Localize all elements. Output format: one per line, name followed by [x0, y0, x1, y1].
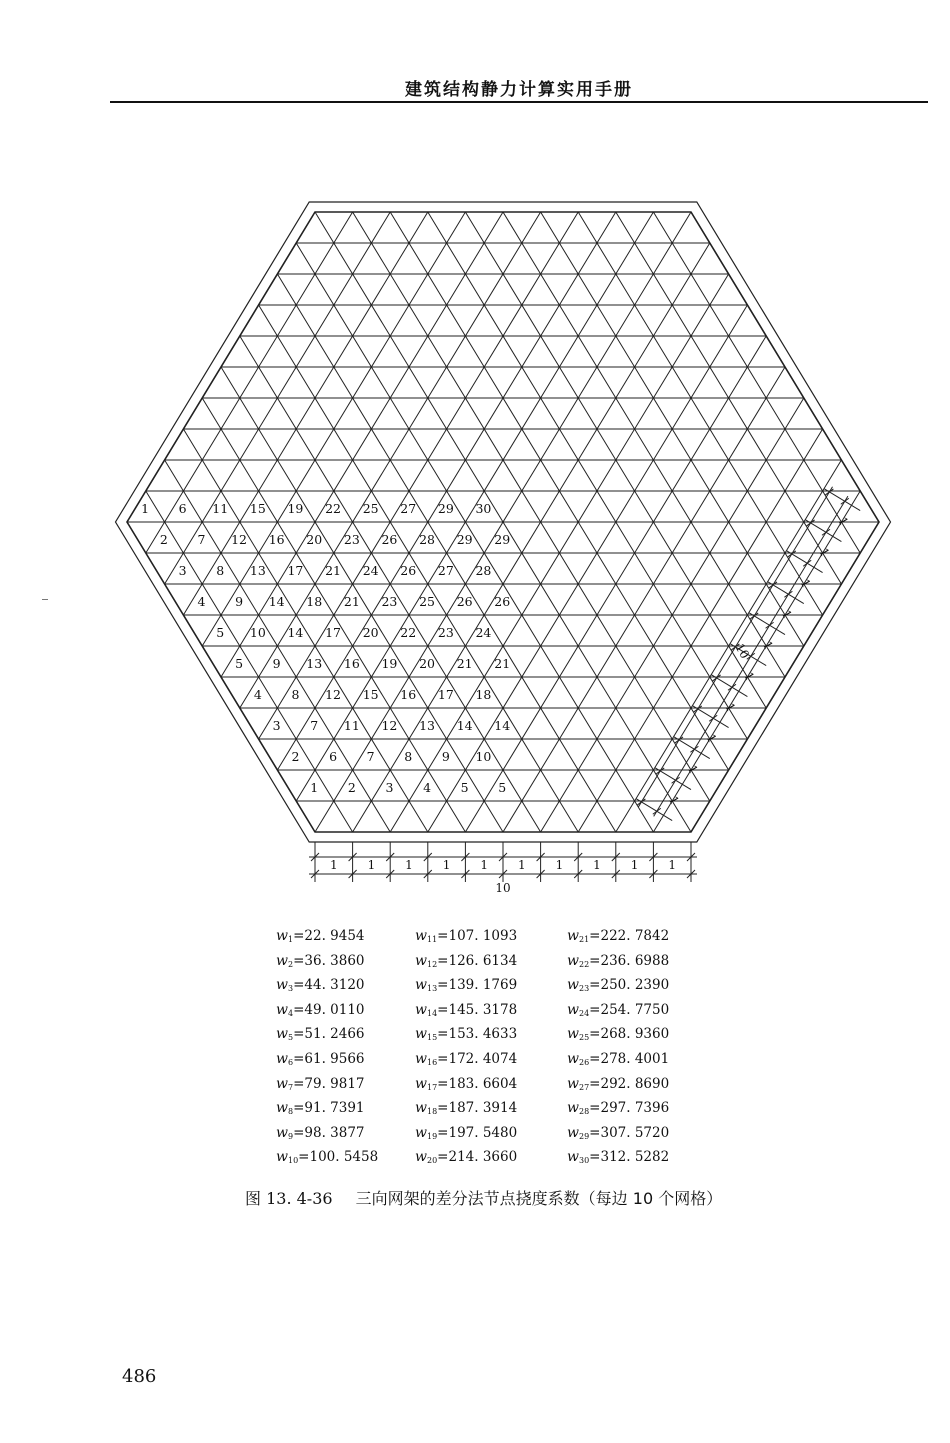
node-label: 2: [291, 748, 300, 764]
node-label: 11: [212, 500, 229, 516]
dimension-unit-label: 1: [329, 858, 338, 872]
coefficient-w12: $w_{12}=126$. 6134: [415, 952, 518, 969]
coefficient-w7: $w_7=79$. 9817: [276, 1075, 365, 1092]
node-label: 23: [343, 531, 360, 547]
node-label: 8: [404, 748, 413, 764]
grid-line-diagonal: [428, 212, 748, 739]
node-label: 21: [325, 562, 342, 578]
grid-line-diagonal: [353, 243, 710, 832]
coefficient-table: [0, 924, 950, 1174]
dimension-unit-label: 1: [703, 731, 720, 746]
node-label: 19: [287, 500, 304, 516]
coefficient-w18: $w_{18}=187$. 3914: [415, 1100, 518, 1117]
figure-title: 三向网架的差分法节点挠度系数（每边 10 个网格）: [355, 1189, 723, 1208]
node-labels: [141, 501, 510, 795]
node-label: 27: [400, 500, 417, 516]
coefficient-w26: $w_{26}=278$. 4001: [567, 1050, 670, 1067]
node-label: 24: [475, 624, 492, 640]
node-label: 7: [310, 717, 319, 733]
node-label: 22: [400, 624, 417, 640]
node-label: 21: [456, 655, 473, 671]
dimension-unit-label: 1: [480, 858, 489, 872]
page-number: 486: [122, 1366, 157, 1387]
node-label: 12: [381, 717, 398, 733]
node-label: 2: [159, 531, 168, 547]
node-label: 29: [456, 531, 473, 547]
coefficient-w25: $w_{25}=268$. 9360: [567, 1026, 670, 1043]
dimension-unit-label: 1: [722, 700, 739, 715]
node-label: 6: [178, 500, 187, 516]
node-label: 12: [231, 531, 248, 547]
dimension-total-label: 10: [732, 640, 753, 662]
dimension-unit-label: 1: [741, 669, 758, 684]
node-label: 20: [419, 655, 436, 671]
node-label: 8: [291, 686, 300, 702]
dimension-unit-label: 1: [517, 858, 526, 872]
figure-number: 图 13. 4-36: [245, 1189, 333, 1208]
node-label: 13: [306, 655, 323, 671]
node-label: 4: [253, 686, 262, 702]
node-label: 9: [441, 748, 450, 764]
node-label: 23: [437, 624, 454, 640]
node-label: 5: [498, 779, 507, 795]
node-label: 5: [216, 624, 225, 640]
coefficient-w13: $w_{13}=139$. 1769: [415, 977, 518, 994]
node-label: 29: [494, 531, 511, 547]
node-label: 18: [306, 593, 323, 609]
node-label: 12: [325, 686, 342, 702]
coefficient-w19: $w_{19}=197$. 5480: [415, 1124, 518, 1141]
node-label: 18: [475, 686, 492, 702]
coefficient-w3: $w_3=44$. 3120: [276, 977, 365, 994]
dimension-unit-label: 1: [835, 514, 852, 529]
dimension-unit-label: 1: [684, 762, 701, 777]
dimension-unit-label: 1: [555, 858, 564, 872]
node-label: 3: [178, 562, 187, 578]
coefficient-w8: $w_8=91$. 7391: [276, 1100, 365, 1117]
dimension-unit-label: 1: [593, 858, 601, 872]
node-label: 4: [197, 593, 206, 609]
dimension-unit-label: 1: [816, 545, 833, 560]
dimension-line-units: [654, 496, 848, 816]
dimension-unit-label: 1: [665, 793, 682, 808]
node-label: 28: [475, 562, 492, 578]
node-label: 25: [362, 500, 379, 516]
node-label: 13: [249, 562, 266, 578]
coefficient-w20: $w_{20}=214$. 3660: [415, 1149, 518, 1166]
coefficient-w21: $w_{21}=222$. 7842: [567, 928, 670, 944]
coefficient-w5: $w_5=51$. 2466: [276, 1026, 365, 1043]
node-label: 30: [475, 500, 492, 516]
node-label: 9: [272, 655, 281, 671]
grid-line-diagonal: [578, 212, 822, 615]
node-label: 26: [381, 531, 398, 547]
figure-caption: [245, 1186, 722, 1209]
dimension-unit-label: 1: [759, 638, 776, 653]
dimension-unit-label: 1: [778, 607, 795, 622]
node-label: 13: [419, 717, 436, 733]
node-label: 17: [287, 562, 304, 578]
node-label: 11: [343, 717, 360, 733]
coef-column-2: [415, 924, 517, 1170]
node-label: 23: [381, 593, 398, 609]
grid-line-diagonal: [653, 491, 860, 832]
node-label: 17: [325, 624, 342, 640]
coefficient-w14: $w_{14}=145$. 3178: [415, 1001, 518, 1018]
node-label: 25: [419, 593, 436, 609]
grid-line-diagonal: [183, 212, 427, 615]
coefficient-w23: $w_{23}=250$. 2390: [567, 977, 670, 994]
node-label: 16: [400, 686, 417, 702]
coefficient-w10: $w_{10}=100$. 5458: [276, 1149, 379, 1166]
node-label: 22: [325, 500, 342, 516]
coefficient-w24: $w_{24}=254$. 7750: [567, 1001, 670, 1018]
node-label: 14: [494, 717, 511, 733]
node-label: 24: [362, 562, 379, 578]
coefficient-w4: $w_4=49$. 0110: [276, 1001, 365, 1018]
dimension-unit-label: 1: [367, 858, 376, 872]
node-label: 2: [347, 779, 356, 795]
node-label: 19: [381, 655, 398, 671]
node-label: 8: [216, 562, 225, 578]
node-label: 20: [306, 531, 323, 547]
node-label: 6: [329, 748, 338, 764]
coefficient-w6: $w_6=61$. 9566: [276, 1050, 365, 1067]
node-label: 26: [400, 562, 417, 578]
node-label: 16: [268, 531, 285, 547]
coefficient-w16: $w_{16}=172$. 4074: [415, 1050, 518, 1067]
node-label: 21: [343, 593, 360, 609]
grid-line-diagonal: [578, 429, 822, 832]
node-label: 10: [475, 748, 492, 764]
dimension-total-label: 10: [495, 881, 511, 895]
coef-column-3: [567, 924, 669, 1170]
dimension-unit-label: 1: [442, 858, 451, 872]
grid-line-diagonal: [259, 305, 579, 832]
node-label: 14: [268, 593, 285, 609]
node-label: 27: [437, 562, 454, 578]
node-label: 29: [437, 500, 454, 516]
grid-line-diagonal: [503, 367, 785, 832]
node-label: 26: [456, 593, 473, 609]
coefficient-w17: $w_{17}=183$. 6604: [415, 1075, 518, 1092]
node-label: 4: [423, 779, 432, 795]
dimension-unit-label: 1: [405, 858, 413, 872]
node-label: 10: [249, 624, 266, 640]
coefficient-w30: $w_{30}=312$. 5282: [567, 1149, 670, 1166]
coef-column-1: [276, 924, 378, 1170]
node-label: 15: [362, 686, 379, 702]
coefficient-w27: $w_{27}=292$. 8690: [567, 1075, 670, 1092]
node-label: 3: [272, 717, 281, 733]
node-label: 1: [141, 500, 150, 516]
node-label: 16: [343, 655, 360, 671]
node-label: 14: [287, 624, 304, 640]
dimension-unit-label: 1: [797, 576, 814, 591]
coefficient-w2: $w_2=36$. 3860: [276, 952, 365, 969]
node-label: 17: [437, 686, 454, 702]
node-label: 20: [362, 624, 379, 640]
node-label: 14: [456, 717, 473, 733]
node-label: 3: [385, 779, 394, 795]
node-label: 9: [235, 593, 244, 609]
node-label: 15: [249, 500, 266, 516]
node-label: 28: [419, 531, 436, 547]
running-header: 建筑结构静力计算实用手册: [405, 80, 633, 100]
coefficient-w22: $w_{22}=236$. 6988: [567, 952, 670, 969]
node-label: 7: [197, 531, 206, 547]
dimension-unit-label: 1: [668, 858, 677, 872]
coefficient-w28: $w_{28}=297$. 7396: [567, 1100, 670, 1117]
node-label: 5: [235, 655, 244, 671]
coefficient-w15: $w_{15}=153$. 4633: [415, 1026, 518, 1043]
dimension-unit-label: 1: [630, 858, 639, 872]
node-label: 26: [494, 593, 511, 609]
triangular-grid: [127, 212, 879, 832]
coefficient-w1: $w_1=22$. 9454: [276, 928, 365, 944]
coefficient-w9: $w_9=98$. 3877: [276, 1124, 365, 1141]
coefficient-w29: $w_{29}=307$. 5720: [567, 1124, 670, 1141]
node-label: 5: [460, 779, 469, 795]
grid-line-diagonal: [503, 212, 785, 677]
node-label: 1: [310, 779, 319, 795]
node-label: 21: [494, 655, 511, 671]
node-label: 7: [366, 748, 375, 764]
grid-line-diagonal: [653, 212, 860, 553]
coefficient-w11: $w_{11}=107$. 1093: [415, 928, 518, 944]
